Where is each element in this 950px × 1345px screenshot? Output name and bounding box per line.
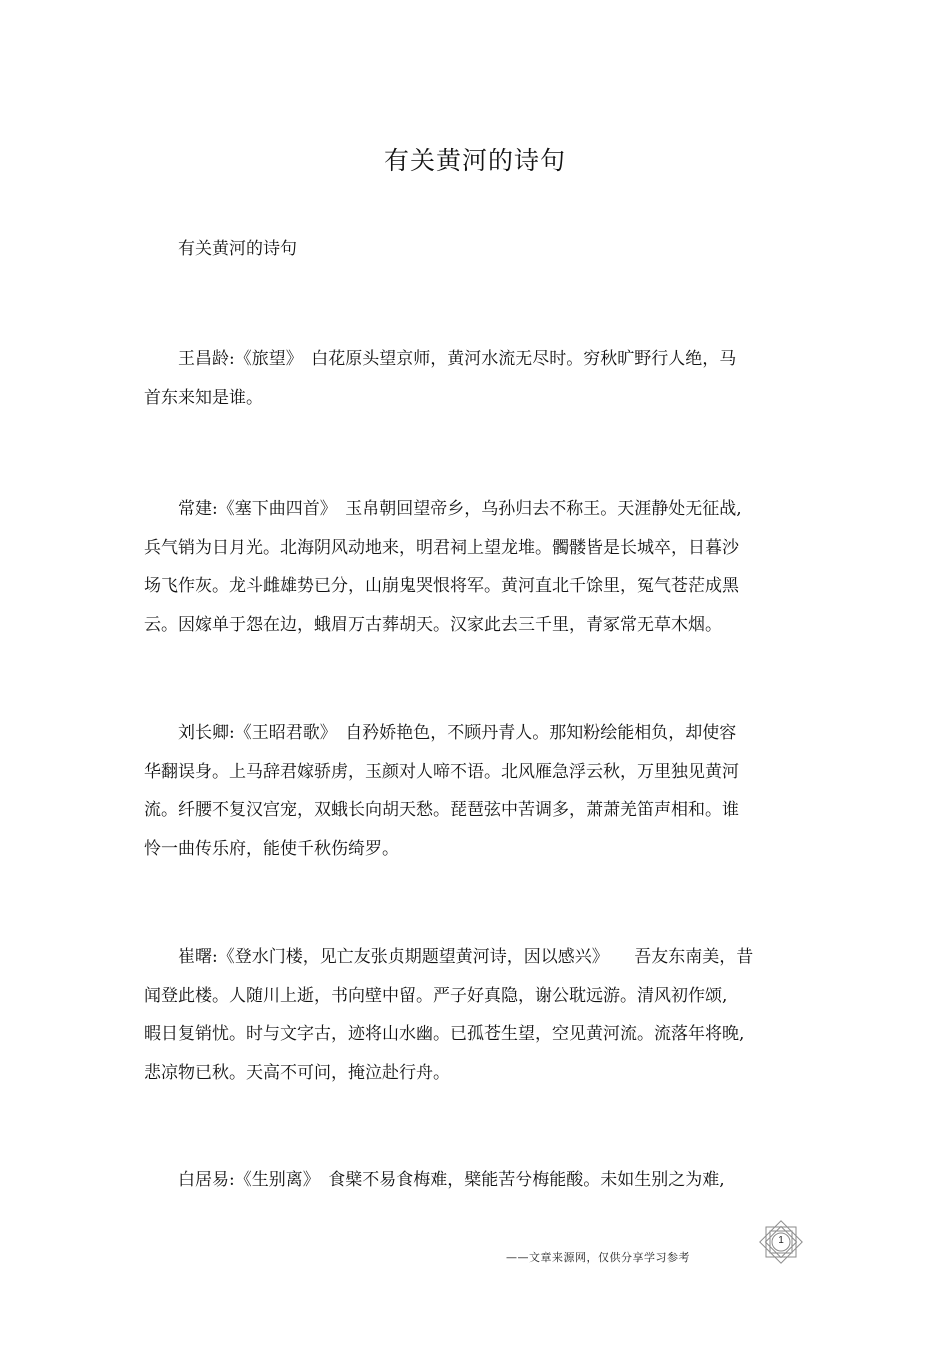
poem-line: 首东来知是谁。 [144,387,263,408]
poem-block-bai-juyi [144,1161,804,1200]
poem-line: 华翻误身。上马辞君嫁骄虏，玉颜对人啼不语。北风雁急浮云秋，万里独见黄河 [144,761,739,782]
poem-block-wang-changling [144,340,804,417]
poem-line: 闻登此楼。人随川上逝，书向壁中留。严子好真隐，谢公耽远游。清风初作颂, [144,985,728,1006]
poem-line: 兵气销为日月光。北海阴风动地来，明君祠上望龙堆。髑髅皆是长城卒，日暮沙 [144,537,739,558]
poem-line: 暇日复销忧。时与文字古，迹将山水幽。已孤苍生望，空见黄河流。流落年将晚, [144,1024,745,1044]
footer-source-note: ——文章来源网，仅供分享学习参考 [506,1251,690,1264]
poem-block-cui-shu [144,938,804,1092]
poem-line: 王昌龄:《旅望》 白花原头望京师，黄河水流无尽时。穷秋旷野行人绝，马 [178,349,737,369]
poem-line: 场飞作灰。龙斗雌雄势已分，山崩鬼哭恨将军。黄河直北千馀里，冤气苍茫成黑 [144,576,739,596]
poem-block-chang-jian [144,490,804,644]
poem-line: 云。因嫁单于怨在边，蛾眉万古葬胡天。汉家此去三千里，青冢常无草木烟。 [144,614,722,635]
page-title: 有关黄河的诗句 [383,146,566,175]
poem-line: 崔曙:《登水门楼，见亡友张贞期题望黄河诗，因以感兴》 吾友东南美，昔 [178,947,754,967]
document-subtitle: 有关黄河的诗句 [178,239,297,259]
page-number: 1 [778,1235,784,1246]
poem-line: 白居易:《生别离》 食檗不易食梅难，檗能苦兮梅能酸。未如生别之为难, [178,1170,725,1190]
poem-line: 刘长卿:《王昭君歌》 自矜娇艳色，不顾丹青人。那知粉绘能相负，却使容 [178,723,737,743]
poem-line: 流。纤腰不复汉宫宠，双蛾长向胡天愁。琵琶弦中苦调多，萧萧羌笛声相和。谁 [144,800,739,820]
poem-block-liu-changqing [144,714,804,868]
poem-line: 悲凉物已秋。天高不可问，掩泣赴行舟。 [144,1062,450,1083]
poem-line: 常建:《塞下曲四首》 玉帛朝回望帝乡，乌孙归去不称王。天涯静处无征战, [178,499,742,519]
poem-line: 怜一曲传乐府，能使千秋伤绮罗。 [144,838,399,859]
